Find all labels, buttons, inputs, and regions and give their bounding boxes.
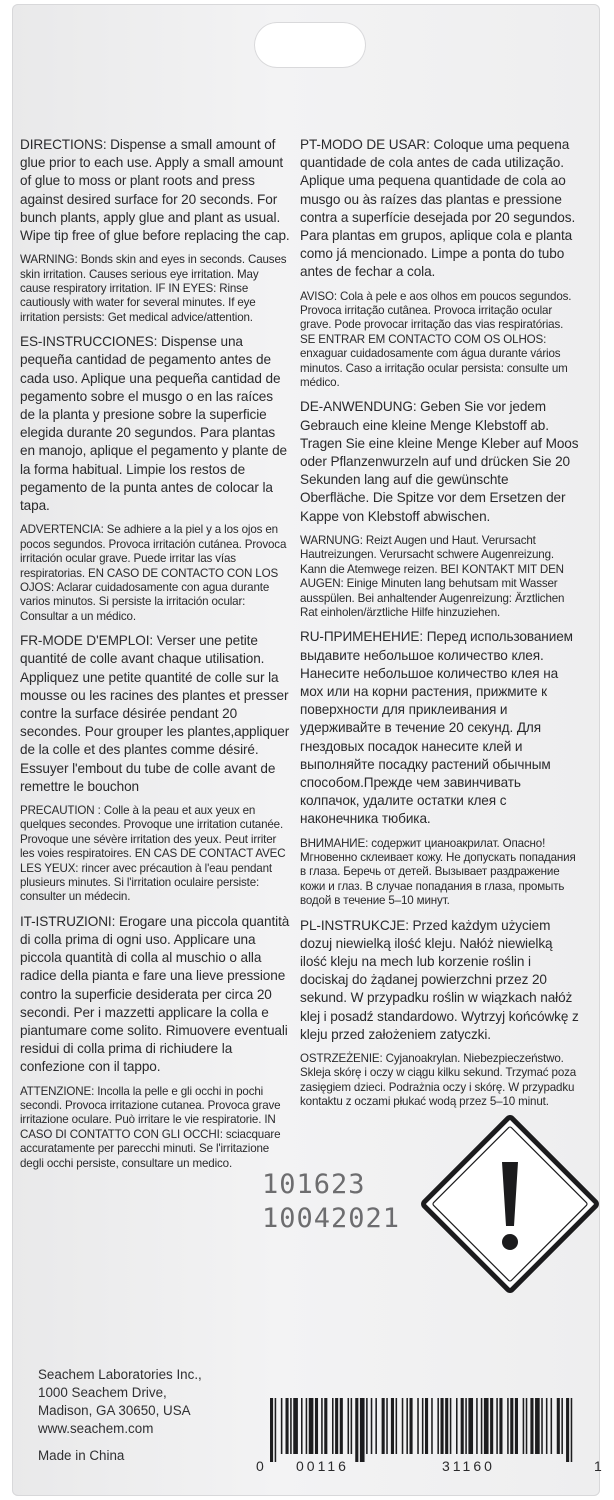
directions-ru: RU-ПРИМЕНЕНИЕ: Перед использованием выдавите небольшое количество клея. Нанесите небольшое количество клея на мох или на корни растения, прижмите к поверхности для приклеивания и удерживайте в течение 20 секунд. Для гнездовых посадок нанесите клей и выполняйте посадку растений обычным способом.Прежде чем завинчивать колпачок, удалите остатки клея с наконечника тюбика. — [300, 629, 573, 827]
warning-it: ATTENZIONE: Incolla la pelle e gli occhi in pochi secondi. Provoca irritazione cutanea. Provoca grave irritazione oculare. Può irritare le vie respiratorie. IN CASO DI CONTATTO CON GLI OCCHI: sciacquare accuratamente per parecchi minuti. Se l'irritazione degli occhi persiste, consultare un medico. — [20, 1084, 281, 1170]
barcode-bar — [396, 1398, 398, 1454]
barcode-bar — [535, 1398, 540, 1454]
upc-barcode — [262, 1398, 582, 1462]
lot-date-stamp — [262, 1168, 400, 1236]
barcode-bar — [561, 1398, 563, 1454]
directions-pl: PL-INSTRUKCJE: Przed każdym użyciem dozuj niewielką ilość kleju. Nałóż niewielką ilość kleju na mech lub korzenie roślin i dociskaj do żądanej powierzchni przez 20 sekund. W przypadku roślin w wiązkach nałóż klej i posadź standardowo. Wytrzyj końcówkę z kleju przed założeniem zatyczki. — [300, 917, 579, 1042]
country-of-origin: Made in China — [38, 1448, 125, 1463]
barcode-bar — [490, 1398, 493, 1454]
directions-it: IT-ISTRUZIONI: Erogare una piccola quantità di colla prima di ogni uso. Applicare una piccola quantità di colla al muschio o alla radice della pianta e fare una lieve pressione contro la superficie desiderata per circa 20 secondi. Per i mazzetti applicare la colla e piantumare come solito. Rimuovere eventuali residui di colla prima di richiudere la confezione con il tappo. — [20, 913, 290, 1075]
barcode-bar — [386, 1398, 388, 1454]
barcode-bar — [340, 1398, 343, 1454]
barcode-bar — [526, 1398, 528, 1454]
barcode-bar — [481, 1398, 483, 1454]
barcode-bar — [332, 1398, 334, 1454]
barcode-bar — [348, 1398, 350, 1454]
warning-de: WARNUNG: Reizt Augen und Haut. Verursacht Hautreizungen. Verursacht schwere Augenreizung. Kann die Atemwege reizen. BEI KONTAKT MIT DEN AUGEN: Einige Minuten lang behutsam mit Wasser ausspülen. Bei anhaltender Augenreizung: Ärztlichen Rat einholen/ärztliche Hilfe hinzuziehen. — [300, 533, 565, 619]
barcode-bar — [510, 1398, 513, 1454]
barcode-bar — [461, 1398, 464, 1454]
warning-en: WARNING: Bonds skin and eyes in seconds. Causes skin irritation. Causes serious eye irritation. May cause respiratory irritation. IF IN EYES: Rinse cautiously with water for several minutes. If eye irritation persists: Get medical advice/attention. — [20, 253, 287, 324]
barcode-bar — [551, 1398, 553, 1454]
barcode-bar — [306, 1398, 308, 1454]
barcode-bar — [445, 1398, 448, 1454]
barcode-bar — [366, 1398, 368, 1454]
barcode-bar — [335, 1398, 338, 1454]
barcode-bar — [371, 1398, 373, 1454]
barcode-bar — [275, 1398, 277, 1462]
barcode-bar — [286, 1398, 289, 1454]
directions-es: ES-INSTRUCCIONES: Dispense una pequeña cantidad de pegamento antes de cada uso. Aplique una pequeña cantidad de pegamento sobre el musgo o en las raíces de la planta y presione sobre la superficie elegida durante 20 segundos. Para plantas en manojo, aplique el pegamento y plante de la forma habitual. Limpie los restos de pegamento de la punta antes de colocar la tapa. — [20, 334, 288, 514]
warning-es: ADVERTENCIA: Se adhiere a la piel y a los ojos en pocos segundos. Provoca irritación cutánea. Provoca irritación ocular grave. Puede irritar las vías respiratorias. EN CASO DE CONTACTO CON LOS OJOS: Aclarar cuidadosamente con agua durante varios minutos. Si persiste la irritación ocular: Consultar a un médico. — [20, 523, 287, 623]
barcode-lead-digit: 0 — [256, 1458, 264, 1474]
warning-pt: AVISO: Cola à pele e aos olhos em poucos segundos. Provoca irritação cutânea. Provoca irritação ocular grave. Pode provocar irritação das vias respiratórias. SE ENTRAR EM CONTACTO COM OS OLHOS: enxaguar cuidadosamente com água durante vários minutos. Caso a irritação ocular persista: consulte um médico. — [300, 289, 572, 390]
barcode-bar — [437, 1398, 439, 1454]
directions-pt: PT-MODO DE USAR: Coloque uma pequena quantidade de cola antes de cada utilização. Aplique uma pequena quantidade de cola ao musgo ou às raízes das plantas e pressione contra a superfície desejada por 20 segundos. Para plantas em grupos, aplique cola e planta como já mencionado. Limpe a ponta do tubo antes de fechar a cola. — [300, 137, 576, 280]
barcode-bar — [566, 1398, 569, 1462]
barcode-bar — [571, 1398, 573, 1462]
barcode-bar — [456, 1398, 458, 1454]
directions-de: DE-ANWENDUNG: Geben Sie vor jedem Gebrauch eine kleine Menge Klebstoff ab. Tragen Sie eine kleine Menge Kleber auf Moos oder Pflanzenwurzeln auf und drücken Sie 20 Sekunden lang auf die gewünschte Oberfläche. Die Spitze vor dem Ersetzen der Kappe von Klebstoff abwischen. — [300, 399, 579, 524]
barcode-bar — [410, 1398, 413, 1454]
barcode-bar — [484, 1398, 489, 1454]
website-line: www.seachem.com — [38, 1421, 154, 1436]
left-text-column — [20, 136, 290, 1179]
barcode-check-digit: 1 — [594, 1458, 602, 1474]
barcode-bar — [546, 1398, 548, 1454]
barcode-bar — [382, 1398, 385, 1454]
barcode-bar — [315, 1398, 318, 1454]
barcode-bar — [270, 1398, 273, 1462]
barcode-bar — [530, 1398, 533, 1454]
barcode-bar — [309, 1398, 314, 1454]
barcode-bar — [431, 1398, 433, 1454]
warning-fr: PRECAUTION : Colle à la peau et aux yeux en quelques secondes. Provoque une irritation cutanée. Provoque une sévère irritation des yeux. Peut irriter les voies respiratoires. EN CAS DE CONTACT AVEC LES YEUX: rincer avec précaution à l'eau pendant plusieurs minutes. Si l'irritation oculaire persiste: consulter un médecin. — [20, 803, 286, 904]
barcode-bar — [355, 1398, 358, 1462]
barcode-bar — [391, 1398, 394, 1454]
barcode-bar — [281, 1398, 283, 1454]
barcode-bar — [523, 1398, 525, 1454]
barcode-bar — [402, 1398, 404, 1454]
barcode-bar — [360, 1398, 365, 1462]
exclamation-hazard-icon — [416, 1110, 604, 1298]
barcode-bar — [406, 1398, 408, 1454]
hang-hole — [254, 22, 366, 68]
barcode-bar — [321, 1398, 323, 1454]
barcode-bar — [375, 1398, 377, 1454]
barcode-bar — [441, 1398, 444, 1454]
address-line-2: 1000 Seachem Drive, — [38, 1385, 167, 1400]
barcode-bar — [422, 1398, 424, 1454]
directions-en: DIRECTIONS: Dispense a small amount of glue prior to each use. Apply a small amount of glue to moss or plant roots and press against desired surface for 20 seconds. For bunch plants, apply glue and plant as usual. Wipe tip free of glue before replacing the cap. — [20, 137, 290, 244]
barcode-bar — [496, 1398, 498, 1454]
barcode-bar — [290, 1398, 292, 1454]
barcode-bar — [515, 1398, 518, 1454]
barcode-left-digits: 00116 — [296, 1458, 349, 1474]
manufacturer-address — [38, 1366, 258, 1438]
barcode-bar — [450, 1398, 452, 1454]
date-code: 10042021 — [262, 1203, 401, 1234]
barcode-bar — [351, 1398, 353, 1454]
barcode-bar — [293, 1398, 298, 1454]
barcode-bar — [324, 1398, 327, 1454]
barcode-bar — [541, 1398, 543, 1454]
right-text-column — [300, 136, 580, 1118]
barcode-bar — [557, 1398, 560, 1454]
address-line-1: Seachem Laboratories Inc., — [38, 1367, 202, 1382]
barcode-bar — [301, 1398, 303, 1454]
warning-pl: OSTRZEŻENIE: Cyjanoakrylan. Niebezpieczeństwo. Skleja skórę i oczy w ciągu kilku sekund. Trzymać poza zasięgiem dzieci. Podrażnia oczy i skórę. W przypadku kontaktu z oczami płukać wodą przez 5–10 minut. — [300, 1052, 577, 1109]
barcode-bar — [465, 1398, 467, 1454]
barcode-right-digits: 31160 — [442, 1458, 495, 1474]
address-line-3: Madison, GA 30650, USA — [38, 1403, 191, 1418]
warning-ru: ВНИМАНИЕ: содержит цианоакрилат. Опасно! Мгновенно склеивает кожу. Не допускать попадания в глаза. Беречь от детей. Вызывает раздражение кожи и глаз. В случае попадания в глаза, промыть водой в течение 5–10 минут. — [300, 836, 576, 908]
directions-fr: FR-MODE D'EMPLOI: Verser une petite quantité de colle avant chaque utilisation. Appliquez une petite quantité de colle sur la mousse ou les racines des plantes et presser contre la surface désirée pendant 20 secondes. Pour grouper les plantes,appliquer de la colle et des plantes comme désiré. Essuyer l'embout du tube de colle avant de remettre le bouchon — [20, 633, 290, 794]
barcode-bar — [417, 1398, 419, 1454]
barcode-bar — [468, 1398, 473, 1454]
barcode-bar — [425, 1398, 428, 1454]
lot-code: 101623 — [262, 1169, 366, 1200]
barcode-bar — [507, 1398, 509, 1454]
barcode-bar — [476, 1398, 478, 1454]
barcode-bar — [499, 1398, 502, 1454]
